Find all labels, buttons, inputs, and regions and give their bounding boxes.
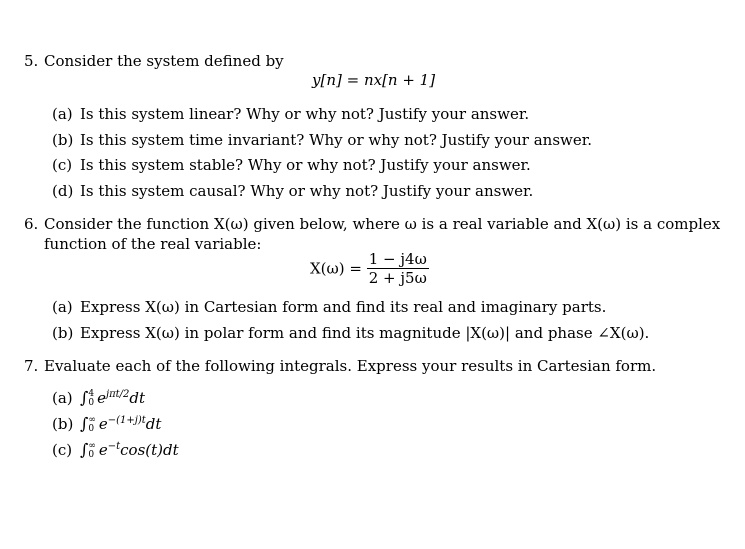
q7-text: Evaluate each of the following integrals. Express your results in Cartesian form. — [44, 357, 657, 375]
q7-part-b-exponent: −(1+j)t — [107, 415, 146, 426]
q6-text-line1: Consider the function X(ω) given below, where ω is a real variable and X(ω) is a complex — [44, 215, 721, 233]
q7-part-a-lower: 0 — [88, 398, 95, 408]
q7-part-b-label: (b) — [52, 415, 74, 433]
integral-sign-icon: ∫ — [80, 414, 89, 433]
q5-part-b-text: Is this system time invariant? Why or why not? Justify your answer. — [80, 131, 593, 149]
q7-part-b-base: e — [98, 415, 108, 433]
q7-part-b — [52, 415, 161, 434]
q7-part-c-tail: cos(t)dt — [120, 441, 179, 459]
q5-part-b-label: (b) — [52, 131, 74, 149]
q7-part-b-limits — [88, 416, 96, 434]
q5-stem — [24, 52, 284, 70]
integral-sign-icon: ∫ — [80, 440, 89, 459]
q6-part-a — [52, 298, 606, 316]
q6-equation-lhs: X(ω) = — [310, 259, 362, 278]
q6-equation-fraction — [367, 250, 429, 287]
q7-part-c-lower: 0 — [88, 450, 95, 460]
q5-part-c-label: (c) — [52, 156, 73, 174]
q6-equation-numerator: 1 − j4ω — [368, 250, 427, 268]
q5-text: Consider the system defined by — [44, 52, 284, 70]
q5-equation — [312, 71, 435, 89]
integral-sign-icon: ∫ — [80, 388, 89, 407]
q6-equation-denominator: 2 + j5ω — [368, 269, 427, 287]
q6-part-b — [52, 324, 649, 342]
q5-part-d-text: Is this system causal? Why or why not? Justify your answer. — [80, 182, 534, 200]
q7-part-c-label: (c) — [52, 441, 73, 459]
q6-part-a-label: (a) — [52, 298, 73, 316]
q6-text-line2: function of the real variable: — [44, 235, 262, 253]
q7-stem — [24, 357, 656, 375]
q5-part-a — [52, 105, 529, 123]
q6-stem-line1 — [24, 215, 720, 233]
q5-part-a-text: Is this system linear? Why or why not? Justify your answer. — [80, 105, 530, 123]
q5-part-c-text: Is this system stable? Why or why not? Justify your answer. — [80, 156, 531, 174]
q7-part-a — [52, 389, 145, 408]
q7-part-c-base: e — [98, 441, 108, 459]
q5-number: 5. — [24, 52, 39, 70]
q5-part-d-label: (d) — [52, 182, 74, 200]
q7-part-c-exponent: −t — [107, 441, 121, 452]
q6-part-b-label: (b) — [52, 324, 74, 342]
q5-part-b — [52, 131, 592, 149]
q5-part-c — [52, 156, 531, 174]
q7-part-c — [52, 441, 179, 460]
q7-part-a-limits — [88, 390, 94, 408]
q6-part-b-text: Express X(ω) in polar form and find its magnitude |X(ω)| and phase ∠X(ω). — [80, 324, 650, 342]
q7-part-a-upper: 4 — [88, 389, 95, 399]
q7-part-c-limits — [88, 442, 96, 460]
q6-equation — [310, 250, 429, 287]
q5-equation-text: y[n] = nx[n + 1] — [312, 71, 436, 89]
q7-part-c-upper: ∞ — [88, 441, 96, 451]
q6-stem-line2 — [44, 235, 261, 253]
q7-part-b-tail: dt — [145, 415, 162, 433]
q5-part-d — [52, 182, 533, 200]
q7-part-b-lower: 0 — [88, 424, 95, 434]
q5-part-a-label: (a) — [52, 105, 73, 123]
q7-part-a-exponent: jπt/2 — [105, 389, 130, 400]
q7-part-a-label: (a) — [52, 389, 73, 407]
q7-part-a-tail: dt — [129, 389, 146, 407]
q7-part-b-upper: ∞ — [88, 415, 96, 425]
q7-part-a-base: e — [97, 389, 106, 407]
q7-number: 7. — [24, 357, 39, 375]
q6-part-a-text: Express X(ω) in Cartesian form and find its real and imaginary parts. — [80, 298, 607, 316]
q6-number: 6. — [24, 215, 39, 233]
